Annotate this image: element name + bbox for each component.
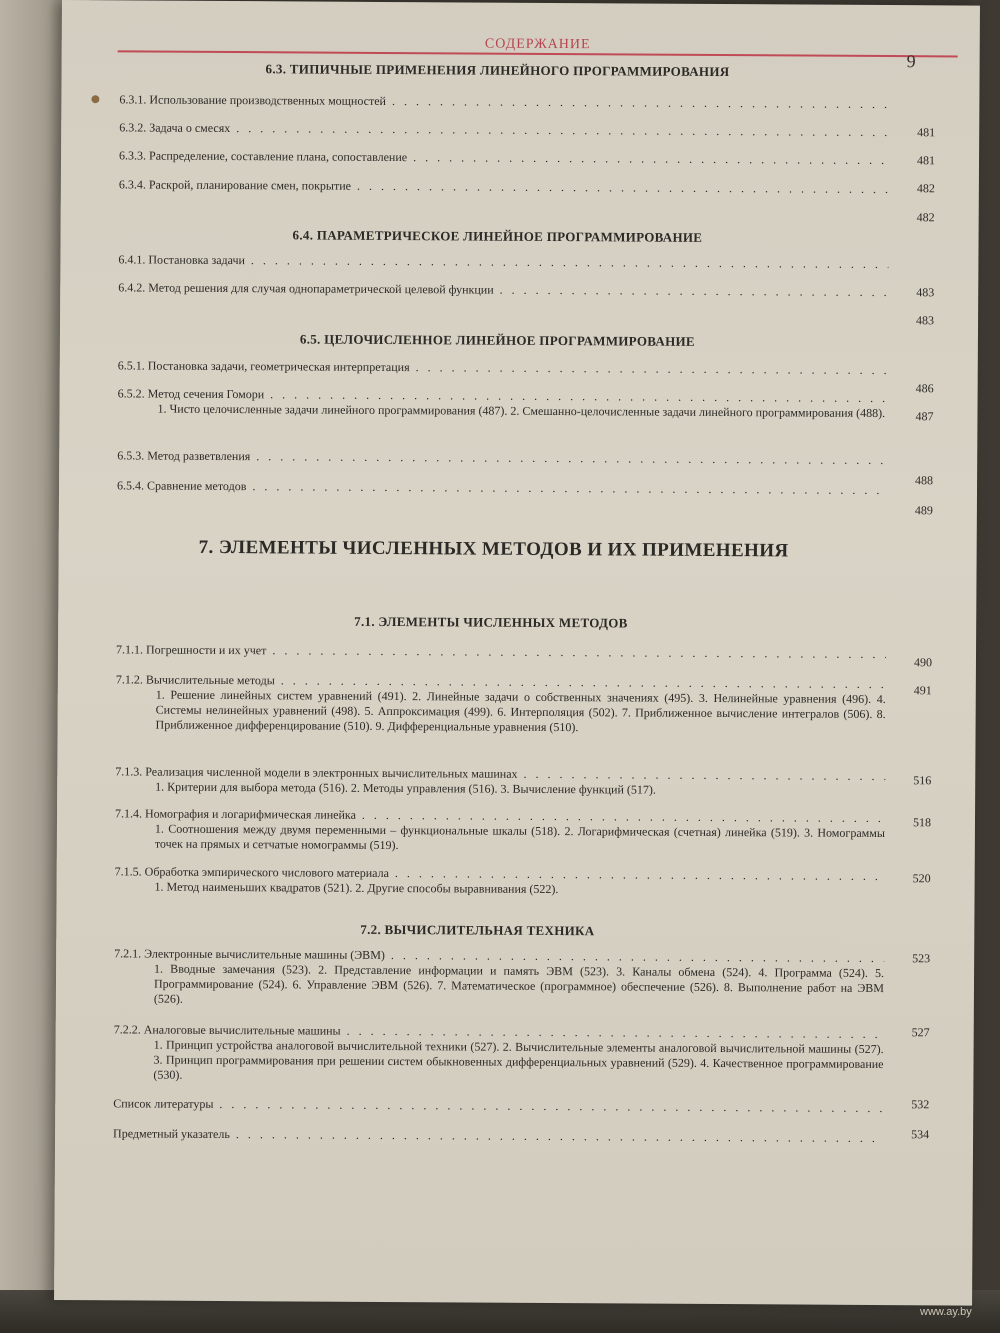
entry-title: 6.5.4. Сравнение методов . . . [117, 478, 887, 498]
entry-page: 483 [916, 285, 935, 300]
entry-title: Предметный указатель . . . [113, 1126, 883, 1146]
toc-entry[interactable] [114, 946, 931, 1011]
toc-entry[interactable] [118, 177, 935, 225]
section-heading-7-1: 7.1. ЭЛЕМЕНТЫ ЧИСЛЕННЫХ МЕТОДОВ [354, 613, 628, 631]
entry-page: 490 [913, 655, 933, 670]
entry-title: Список литературы . . . [113, 1096, 883, 1116]
entry-page: 532 [911, 1097, 930, 1112]
running-head: СОДЕРЖАНИЕ [484, 36, 591, 53]
book-page [54, 0, 980, 1306]
entry-subtopics: 1. Вводные замечания (523). 2. Представление информации и память ЭВМ (523). 3. Каналы обмена (524). 4. Программа (524). 5. Программирование (524). 6. Управление ЭВМ (526). 7. Математическое (программное) обеспечение (526). 8. Выполнение работ на ЭВМ (526). [153, 961, 885, 1006]
entry-title: 6.5.3. Метод разветвления . . . [117, 448, 887, 468]
entry-subtopics: 1. Решение линейных систем уравнений (491). 2. Линейные задачи о собственных значениях (495). 3. Нелинейные уравнения (496). 4. Системы нелинейных уравнений (498). 5. Аппроксимация (499). 6. Интерполяция (502). 7. Приближенное вычисление интегралов (506). 8. Приближенное дифференцирование (510). 9. Дифференциальные уравнения (510). [155, 687, 886, 735]
entry-subtopics: 1. Принцип устройства аналоговой вычислительной техники (527). 2. Вычислительные элементы аналоговой вычислительной машины (527). 3. Принцип программирования при решении систем обыкновенных дифференциальных уравнений (529). 4. Качественное программирование (530). [153, 1037, 884, 1082]
entry-title: 7.1.1. Погрешности и их учет . . . [116, 642, 886, 662]
section-heading-6-4: 6.4. ПАРАМЕТРИЧЕСКОЕ ЛИНЕЙНОЕ ПРОГРАММИРОВАНИЕ [292, 227, 703, 245]
watermark: www.ay.by [920, 1306, 972, 1318]
entry-page: 487 [915, 409, 934, 424]
entry-page: 489 [914, 503, 933, 518]
toc-entry[interactable] [118, 280, 935, 328]
page-number: 9 [906, 51, 916, 72]
entry-page: 520 [912, 871, 931, 886]
toc-entry[interactable] [114, 864, 931, 899]
entry-page: 486 [915, 381, 934, 396]
entry-title: 7.1.3. Реализация численной модели в электронных вычислительных машинах . . . [115, 764, 885, 784]
entry-subtopics: 1. Критерии для выбора метода (516). 2. Методы управления (516). 3. Вычисление функций (517). [155, 779, 656, 797]
entry-title: 7.1.5. Обработка эмпирического числового материала . . . [115, 864, 885, 884]
entry-title: 6.3.2. Задача о смесях . . . [119, 120, 889, 140]
entry-page: 482 [916, 181, 935, 196]
toc-entry[interactable] [115, 672, 932, 737]
toc-entry[interactable] [115, 642, 933, 670]
section-heading-7-2: 7.2. ВЫЧИСЛИТЕЛЬНАЯ ТЕХНИКА [360, 921, 595, 939]
entry-title: 6.3.3. Распределение, составление плана, сопоставление . . . [119, 148, 889, 168]
entry-title: 7.1.2. Вычислительные методы . . . [116, 672, 886, 692]
entry-subtopics: 1. Соотношения между двумя переменными – функциональные шкалы (518). 2. Логарифмическая (счетная) линейка (519). 3. Номограммы точек на прямых и сетчатые номограммы (519). [154, 821, 885, 853]
entry-subtopics: 1. Метод наименьших квадратов (521). 2. Другие способы выравнивания (522). [154, 879, 559, 897]
toc-entry[interactable] [113, 1022, 930, 1087]
toc-entry-bibliography[interactable] [113, 1096, 930, 1116]
entry-title: 6.3.4. Раскрой, планирование смен, покрытие . . . [119, 177, 889, 197]
entry-page: 523 [912, 951, 931, 966]
entry-page: 534 [911, 1127, 930, 1142]
entry-page: 483 [916, 313, 935, 328]
entry-title: 6.3.1. Использование производственных мощностей . . . [119, 92, 889, 112]
section-heading-6-3: 6.3. ТИПИЧНЫЕ ПРИМЕНЕНИЯ ЛИНЕЙНОГО ПРОГРАММИРОВАНИЯ [265, 61, 730, 80]
entry-title: 7.2.1. Электронные вычислительные машины (ЭВМ) . . . [114, 946, 884, 966]
entry-page: 491 [913, 683, 932, 698]
entry-page: 481 [917, 125, 936, 140]
entry-title: 7.2.2. Аналоговые вычислительные машины . . . [114, 1022, 884, 1042]
entry-title: 6.4.2. Метод решения для случая однопараметрической целевой функции . . . [118, 280, 888, 300]
toc-entry[interactable] [115, 764, 932, 799]
entry-title: 6.4.1. Постановка задачи . . . [118, 252, 888, 272]
toc-entry[interactable] [114, 806, 932, 856]
entry-title: 6.5.2. Метод сечения Гомори . . . [118, 386, 888, 406]
entry-title: 7.1.4. Номография и логарифмическая линейка . . . [115, 806, 885, 826]
entry-page: 527 [911, 1025, 930, 1040]
entry-page: 488 [915, 473, 934, 488]
entry-page: 481 [916, 153, 936, 168]
entry-page: 482 [916, 210, 935, 225]
entry-title: 6.5.1. Постановка задачи, геометрическая интерпретация . . . [118, 358, 888, 378]
section-heading-6-5: 6.5. ЦЕЛОЧИСЛЕННОЕ ЛИНЕЙНОЕ ПРОГРАММИРОВАНИЕ [299, 331, 695, 349]
stain-mark [91, 95, 99, 103]
toc-entry-subject-index[interactable] [113, 1126, 930, 1146]
entry-page: 516 [913, 773, 932, 788]
chapter-heading-7: 7. ЭЛЕМЕНТЫ ЧИСЛЕННЫХ МЕТОДОВ И ИХ ПРИМЕНЕНИЯ [198, 536, 789, 562]
entry-subtopics: 1. Чисто целочисленные задачи линейного программирования (487). 2. Смешанно-целочисленные задачи линейного программирования (488). [157, 401, 886, 421]
entry-page: 518 [912, 815, 932, 830]
